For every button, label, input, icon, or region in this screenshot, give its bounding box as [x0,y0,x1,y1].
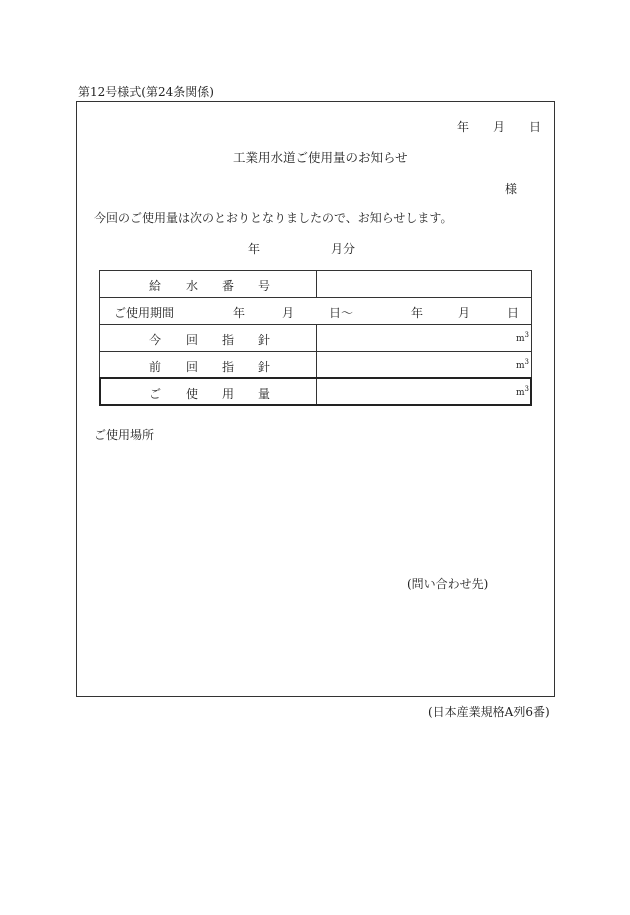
form-number: 第12号様式(第24条関係) [78,85,214,99]
usage-period-label: ご使用期間 [114,306,175,320]
current-reading-char: 指 [222,333,235,347]
current-reading-char: 今 [149,333,162,347]
date-day-label: 日 [529,120,542,134]
inquiry-label: (問い合わせ先) [407,577,489,591]
unit-cubic-meter: $m^3$ [516,385,530,398]
usage-amount-highlight [99,377,532,406]
previous-reading-char: 前 [149,360,162,374]
table-divider [100,297,531,298]
date-year-label: 年 [457,120,470,134]
current-reading-char: 回 [186,333,199,347]
paper-size-note: (日本産業規格A列6番) [428,705,550,719]
usage-location-label: ご使用場所 [94,428,155,442]
previous-reading-char: 指 [222,360,235,374]
previous-reading-char: 回 [186,360,199,374]
current-reading-char: 針 [258,333,271,347]
period-day2: 日 [507,306,520,320]
period-month2: 月 [458,306,471,320]
unit-cubic-meter: $m^3$ [516,358,530,371]
intro-text: 今回のご使用量は次のとおりとなりましたので、お知らせします。 [94,211,453,225]
unit-cubic-meter: $m^3$ [516,331,530,344]
period-year1: 年 [233,306,246,320]
period-month-label: 月分 [331,242,356,256]
page-title: 工業用水道ご使用量のお知らせ [233,150,408,165]
supply-number-char: 号 [258,279,271,293]
usage-amount-char: 用 [222,387,235,401]
period-year-label: 年 [248,242,261,256]
supply-number-char: 給 [149,279,162,293]
usage-amount-char: 使 [186,387,199,401]
table-divider [316,271,317,297]
period-month1: 月 [282,306,295,320]
supply-number-char: 番 [222,279,235,293]
date-month-label: 月 [493,120,506,134]
usage-amount-char: ご [149,387,162,401]
supply-number-char: 水 [186,279,199,293]
period-day1: 日〜 [329,306,354,320]
usage-amount-char: 量 [258,387,271,401]
period-year2: 年 [411,306,424,320]
previous-reading-char: 針 [258,360,271,374]
recipient-suffix: 様 [505,182,518,196]
